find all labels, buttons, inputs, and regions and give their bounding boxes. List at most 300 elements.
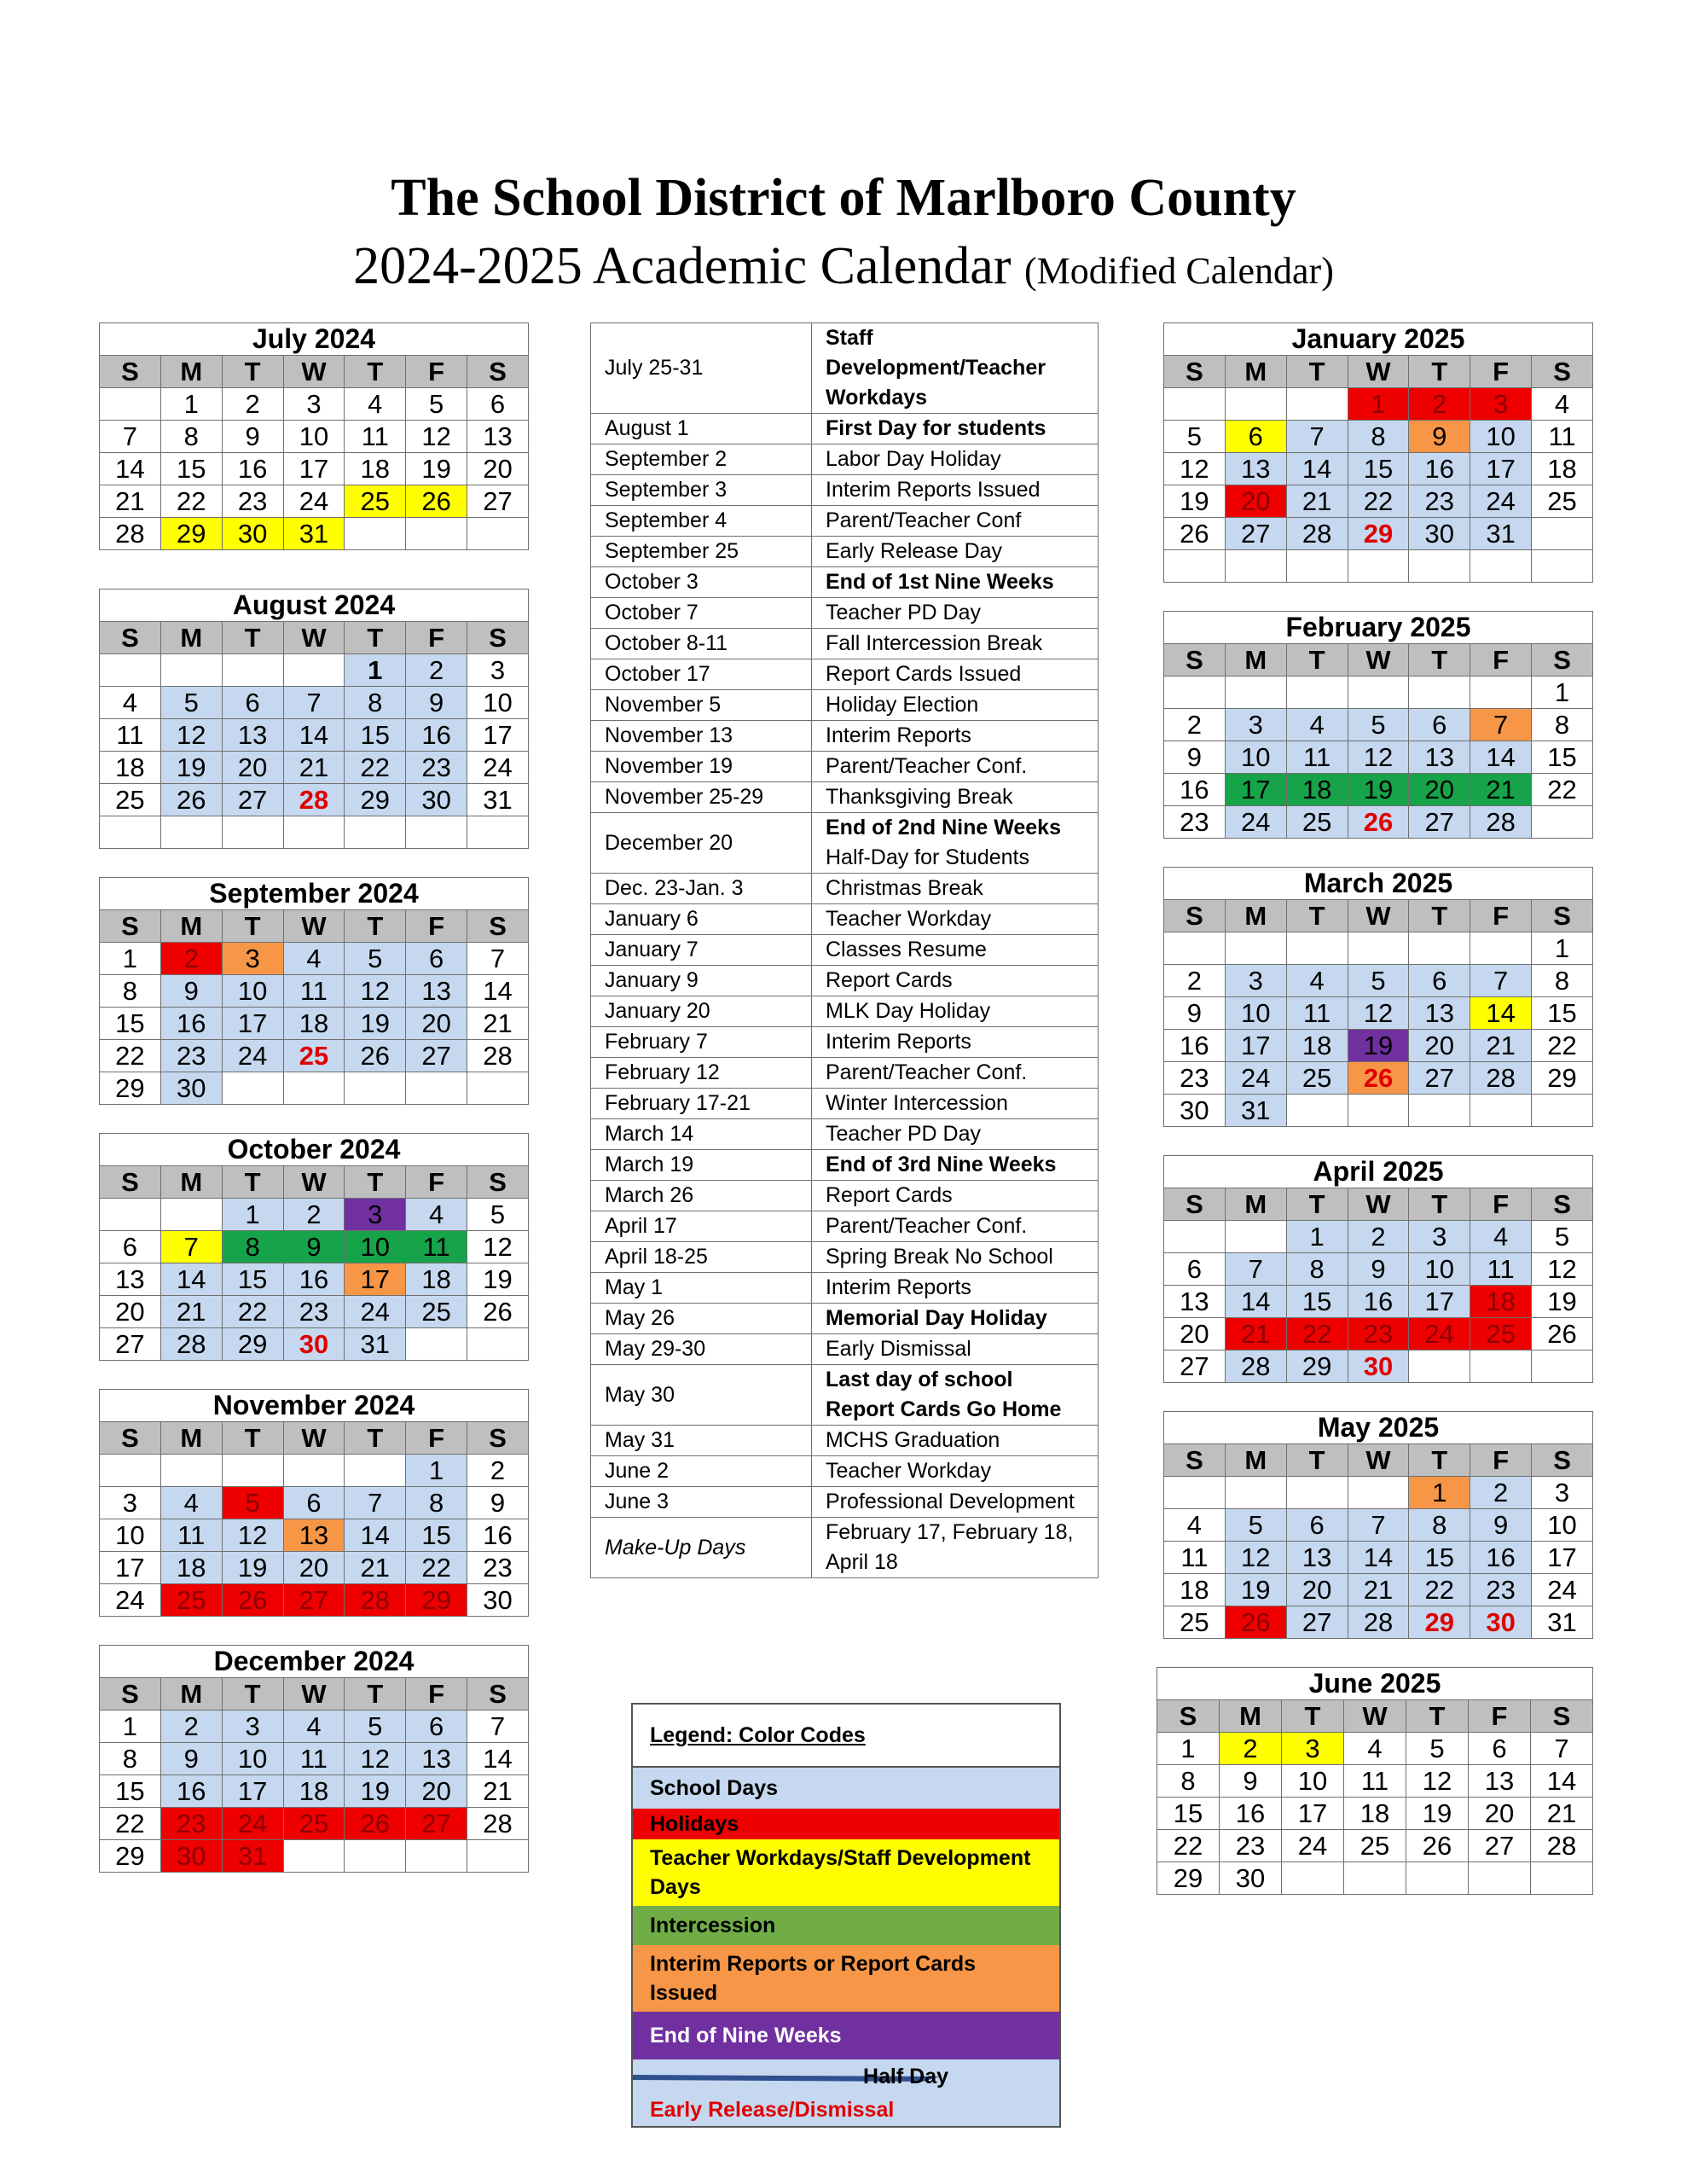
day-cell [1282, 1862, 1344, 1895]
day-header: S [100, 356, 161, 388]
day-cell: 17 [222, 1008, 283, 1040]
day-cell: 16 [1470, 1542, 1532, 1574]
event-text: First Day for students [826, 416, 1046, 440]
event-row [591, 1150, 1099, 1181]
day-cell [1532, 1095, 1593, 1127]
event-description [812, 1426, 1099, 1456]
day-cell [100, 1455, 161, 1487]
day-cell: 26 [1348, 1062, 1409, 1095]
day-cell [1531, 1862, 1593, 1895]
day-cell [222, 1072, 283, 1105]
day-cell: 16 [1164, 774, 1226, 806]
events-table [590, 322, 1099, 1578]
month-november-2024 [99, 1389, 529, 1617]
day-cell: 20 [1469, 1798, 1531, 1830]
day-cell: 11 [283, 1743, 345, 1775]
event-description [812, 1027, 1099, 1058]
day-cell [160, 654, 222, 687]
event-description [812, 414, 1099, 444]
month-july-2024 [99, 322, 529, 550]
day-header: F [1470, 356, 1532, 388]
day-cell: 13 [406, 1743, 467, 1775]
event-row [591, 1456, 1099, 1487]
event-date: April 18-25 [591, 1242, 812, 1273]
day-header: W [1348, 1444, 1409, 1477]
day-cell: 1 [1157, 1733, 1220, 1765]
day-cell: 8 [222, 1231, 283, 1263]
day-cell: 3 [1532, 1477, 1593, 1509]
day-cell: 7 [283, 687, 345, 719]
day-cell: 18 [1344, 1798, 1406, 1830]
day-cell: 19 [1406, 1798, 1469, 1830]
day-cell [283, 1840, 345, 1873]
day-cell: 22 [100, 1040, 161, 1072]
day-cell: 15 [100, 1775, 161, 1808]
event-description [812, 1058, 1099, 1089]
day-cell [100, 816, 161, 849]
day-cell: 1 [1286, 1221, 1348, 1253]
event-text: Early Dismissal [826, 1337, 971, 1361]
event-text: Parent/Teacher Conf. [826, 1214, 1028, 1238]
day-cell: 25 [283, 1040, 345, 1072]
day-cell: 19 [1532, 1286, 1593, 1318]
day-cell: 20 [100, 1296, 161, 1328]
day-cell: 12 [345, 975, 406, 1008]
day-cell: 26 [1532, 1318, 1593, 1350]
day-cell: 8 [1409, 1509, 1470, 1542]
month-june-2025 [1157, 1667, 1593, 1895]
day-cell: 1 [160, 388, 222, 421]
day-cell: 29 [1157, 1862, 1220, 1895]
day-cell: 22 [222, 1296, 283, 1328]
day-cell: 16 [1348, 1286, 1409, 1318]
legend-end-nine-weeks: End of Nine Weeks [633, 2012, 1059, 2059]
day-cell: 27 [1469, 1830, 1531, 1862]
day-cell: 13 [1469, 1765, 1531, 1798]
day-cell: 28 [1286, 518, 1348, 550]
event-date: January 20 [591, 996, 812, 1027]
day-cell: 25 [345, 485, 406, 518]
day-cell: 6 [1409, 965, 1470, 997]
day-cell [160, 1455, 222, 1487]
day-cell: 27 [1409, 806, 1470, 839]
day-cell: 5 [160, 687, 222, 719]
event-date: March 26 [591, 1181, 812, 1211]
event-date: November 25-29 [591, 782, 812, 813]
day-cell: 21 [160, 1296, 222, 1328]
day-cell: 3 [1225, 965, 1286, 997]
legend-intercession: Intercession [633, 1906, 1059, 1945]
day-cell: 8 [100, 1743, 161, 1775]
event-date: July 25-31 [591, 323, 812, 414]
event-description [812, 874, 1099, 904]
day-cell [1470, 1095, 1532, 1127]
day-cell: 27 [467, 485, 529, 518]
day-cell: 14 [283, 719, 345, 752]
day-cell: 20 [1225, 485, 1286, 518]
day-cell: 7 [100, 421, 161, 453]
day-header: M [160, 1678, 222, 1711]
day-cell: 25 [160, 1584, 222, 1617]
event-date: October 17 [591, 659, 812, 690]
day-header: W [283, 1422, 345, 1455]
day-cell: 17 [283, 453, 345, 485]
day-cell: 15 [160, 453, 222, 485]
day-cell: 11 [1470, 1253, 1532, 1286]
day-cell: 27 [1286, 1606, 1348, 1639]
day-cell [1286, 1477, 1348, 1509]
day-cell: 14 [1348, 1542, 1409, 1574]
day-cell: 16 [283, 1263, 345, 1296]
day-cell: 4 [1286, 709, 1348, 741]
day-header: T [345, 910, 406, 943]
event-description [812, 721, 1099, 752]
day-cell: 24 [1225, 1062, 1286, 1095]
day-cell: 4 [160, 1487, 222, 1519]
day-cell: 31 [283, 518, 345, 550]
day-header: S [467, 910, 529, 943]
day-cell: 22 [160, 485, 222, 518]
day-cell: 23 [160, 1040, 222, 1072]
day-cell: 2 [467, 1455, 529, 1487]
day-cell: 6 [406, 1711, 467, 1743]
day-cell: 30 [467, 1584, 529, 1617]
day-cell: 7 [1531, 1733, 1593, 1765]
day-cell: 17 [1532, 1542, 1593, 1574]
day-cell [100, 388, 161, 421]
day-cell: 11 [1164, 1542, 1226, 1574]
event-description [812, 1089, 1099, 1119]
day-cell: 29 [160, 518, 222, 550]
event-description [812, 935, 1099, 966]
day-cell [283, 654, 345, 687]
day-cell: 29 [345, 784, 406, 816]
month-title: February 2025 [1164, 612, 1593, 644]
day-cell: 23 [1348, 1318, 1409, 1350]
day-cell: 4 [1344, 1733, 1406, 1765]
day-cell: 8 [406, 1487, 467, 1519]
event-description [812, 659, 1099, 690]
day-cell: 10 [1470, 421, 1532, 453]
day-cell: 29 [1348, 518, 1409, 550]
event-row [591, 996, 1099, 1027]
day-cell: 10 [100, 1519, 161, 1552]
day-cell [406, 1072, 467, 1105]
event-date: May 1 [591, 1273, 812, 1304]
day-cell: 30 [1409, 518, 1470, 550]
event-row [591, 904, 1099, 935]
day-header: T [222, 622, 283, 654]
month-may-2025 [1163, 1411, 1593, 1639]
day-header: S [100, 910, 161, 943]
day-cell: 29 [1532, 1062, 1593, 1095]
day-cell: 6 [222, 687, 283, 719]
day-cell: 18 [1286, 774, 1348, 806]
event-date: Dec. 23-Jan. 3 [591, 874, 812, 904]
day-header: W [283, 1166, 345, 1199]
day-header: F [406, 910, 467, 943]
day-header: T [1409, 1444, 1470, 1477]
day-cell: 12 [1348, 997, 1409, 1030]
day-cell [1532, 550, 1593, 583]
day-cell: 25 [1286, 806, 1348, 839]
day-header: F [406, 1422, 467, 1455]
day-cell: 19 [1348, 774, 1409, 806]
month-september-2024 [99, 877, 529, 1105]
day-cell: 2 [160, 943, 222, 975]
event-row [591, 1089, 1099, 1119]
day-cell: 2 [160, 1711, 222, 1743]
event-description [812, 506, 1099, 537]
day-cell: 3 [1282, 1733, 1344, 1765]
event-text: End of 3rd Nine Weeks [826, 1153, 1057, 1176]
day-cell: 19 [1164, 485, 1226, 518]
day-cell: 19 [345, 1008, 406, 1040]
event-text: Report Cards [826, 1183, 953, 1207]
day-cell: 9 [222, 421, 283, 453]
day-cell: 1 [345, 654, 406, 687]
day-cell [345, 1455, 406, 1487]
day-cell: 6 [467, 388, 529, 421]
day-cell: 21 [1348, 1574, 1409, 1606]
day-cell: 28 [1470, 806, 1532, 839]
day-cell: 1 [100, 943, 161, 975]
month-march-2025 [1163, 867, 1593, 1127]
day-cell: 21 [1225, 1318, 1286, 1350]
event-row [591, 323, 1099, 414]
day-cell: 14 [467, 975, 529, 1008]
event-text: Christmas Break [826, 876, 983, 900]
event-date: January 9 [591, 966, 812, 996]
day-cell [467, 816, 529, 849]
day-cell: 23 [1164, 806, 1226, 839]
day-cell [467, 1840, 529, 1873]
event-row [591, 1334, 1099, 1365]
day-cell: 9 [160, 975, 222, 1008]
day-cell [406, 816, 467, 849]
day-cell: 22 [345, 752, 406, 784]
legend-half-day [633, 2059, 1059, 2094]
day-cell: 18 [283, 1008, 345, 1040]
day-cell: 17 [1470, 453, 1532, 485]
day-cell: 1 [222, 1199, 283, 1231]
day-header: T [345, 1678, 406, 1711]
day-cell: 11 [283, 975, 345, 1008]
day-cell: 18 [406, 1263, 467, 1296]
day-cell [1409, 1095, 1470, 1127]
day-cell: 19 [406, 453, 467, 485]
day-cell: 28 [467, 1040, 529, 1072]
event-date: February 7 [591, 1027, 812, 1058]
day-cell: 16 [160, 1775, 222, 1808]
day-cell: 2 [222, 388, 283, 421]
event-description [812, 1211, 1099, 1242]
event-date: June 3 [591, 1487, 812, 1518]
event-description [812, 444, 1099, 475]
day-cell: 20 [467, 453, 529, 485]
event-description [812, 1334, 1099, 1365]
event-date: September 25 [591, 537, 812, 567]
day-cell: 13 [406, 975, 467, 1008]
day-cell: 3 [100, 1487, 161, 1519]
day-cell: 6 [1286, 1509, 1348, 1542]
day-cell: 19 [1348, 1030, 1409, 1062]
day-cell [1164, 677, 1226, 709]
event-description [812, 1273, 1099, 1304]
day-cell: 3 [1409, 1221, 1470, 1253]
day-cell: 8 [1286, 1253, 1348, 1286]
day-cell: 28 [1470, 1062, 1532, 1095]
day-cell: 21 [100, 485, 161, 518]
day-cell: 11 [1286, 997, 1348, 1030]
day-cell: 5 [222, 1487, 283, 1519]
day-cell [1164, 388, 1226, 421]
day-header: S [467, 622, 529, 654]
day-header: T [1286, 900, 1348, 932]
day-cell: 9 [283, 1231, 345, 1263]
day-cell: 25 [100, 784, 161, 816]
day-cell [1225, 677, 1286, 709]
event-row [591, 935, 1099, 966]
event-date: September 3 [591, 475, 812, 506]
calendar-subtitle [0, 235, 1687, 302]
day-cell: 5 [1164, 421, 1226, 453]
event-text: Thanksgiving Break [826, 785, 1013, 809]
event-description [812, 752, 1099, 782]
day-header: W [1348, 900, 1409, 932]
event-row [591, 1242, 1099, 1273]
day-cell: 8 [100, 975, 161, 1008]
event-date: June 2 [591, 1456, 812, 1487]
event-date: Make-Up Days [591, 1518, 812, 1578]
month-january-2025 [1163, 322, 1593, 583]
day-cell [1406, 1862, 1469, 1895]
day-cell: 2 [406, 654, 467, 687]
day-cell: 12 [467, 1231, 529, 1263]
day-cell: 19 [222, 1552, 283, 1584]
day-cell: 27 [222, 784, 283, 816]
day-cell [222, 654, 283, 687]
day-header: T [1286, 1444, 1348, 1477]
month-title: September 2024 [100, 878, 529, 910]
day-cell: 31 [1470, 518, 1532, 550]
day-cell: 7 [1225, 1253, 1286, 1286]
day-cell: 29 [100, 1072, 161, 1105]
day-cell: 5 [1348, 709, 1409, 741]
day-cell: 6 [283, 1487, 345, 1519]
day-cell: 3 [345, 1199, 406, 1231]
day-cell [222, 816, 283, 849]
event-row [591, 1211, 1099, 1242]
day-header: W [283, 910, 345, 943]
day-cell: 15 [222, 1263, 283, 1296]
day-cell: 17 [345, 1263, 406, 1296]
day-cell [406, 1840, 467, 1873]
day-cell: 13 [1164, 1286, 1226, 1318]
day-header: W [283, 1678, 345, 1711]
day-cell: 20 [406, 1775, 467, 1808]
day-cell: 14 [1470, 997, 1532, 1030]
day-cell [1225, 550, 1286, 583]
event-date: August 1 [591, 414, 812, 444]
day-cell: 24 [467, 752, 529, 784]
day-cell: 23 [1220, 1830, 1282, 1862]
event-date: February 17-21 [591, 1089, 812, 1119]
day-cell [283, 816, 345, 849]
day-cell: 27 [1164, 1350, 1226, 1383]
day-cell: 16 [1164, 1030, 1226, 1062]
day-header: S [467, 1422, 529, 1455]
calendar-year-title: 2024-2025 Academic Calendar [353, 237, 1012, 295]
day-cell: 14 [345, 1519, 406, 1552]
day-cell [1286, 677, 1348, 709]
day-header: S [1164, 900, 1226, 932]
day-cell: 29 [1286, 1350, 1348, 1383]
day-cell [160, 816, 222, 849]
day-cell: 5 [345, 1711, 406, 1743]
day-cell: 1 [1532, 932, 1593, 965]
day-cell: 26 [1164, 518, 1226, 550]
event-text: Interim Reports [826, 1030, 971, 1054]
legend-early-release: Early Release/Dismissal [633, 2094, 1059, 2126]
day-cell: 24 [345, 1296, 406, 1328]
day-header: T [222, 1422, 283, 1455]
day-cell: 13 [467, 421, 529, 453]
event-date: February 12 [591, 1058, 812, 1089]
day-cell: 11 [345, 421, 406, 453]
day-header: F [1469, 1700, 1531, 1733]
event-row [591, 506, 1099, 537]
legend-teacher-workdays: Teacher Workdays/Staff Development Days [633, 1839, 1059, 1906]
day-cell: 14 [1470, 741, 1532, 774]
day-cell: 24 [1532, 1574, 1593, 1606]
day-cell: 5 [1225, 1509, 1286, 1542]
day-cell [1470, 932, 1532, 965]
day-cell [1409, 932, 1470, 965]
month-december-2024 [99, 1645, 529, 1873]
event-description [812, 1119, 1099, 1150]
event-row [591, 475, 1099, 506]
month-title: July 2024 [100, 323, 529, 356]
day-cell [100, 654, 161, 687]
day-cell: 29 [100, 1840, 161, 1873]
day-cell: 6 [1469, 1733, 1531, 1765]
day-cell [1470, 1350, 1532, 1383]
event-row [591, 721, 1099, 752]
day-cell: 22 [1157, 1830, 1220, 1862]
day-header: W [283, 622, 345, 654]
month-title: April 2025 [1164, 1156, 1593, 1188]
day-cell [1344, 1862, 1406, 1895]
day-cell [1348, 932, 1409, 965]
day-header: T [1409, 644, 1470, 677]
day-cell: 21 [467, 1008, 529, 1040]
day-cell: 11 [100, 719, 161, 752]
event-description [812, 598, 1099, 629]
day-cell [1225, 1477, 1286, 1509]
event-text: Fall Intercession Break [826, 631, 1043, 655]
legend-school-days: School Days [633, 1768, 1059, 1809]
event-text: February 17, February 18, April 18 [826, 1520, 1074, 1574]
day-cell: 26 [406, 485, 467, 518]
day-cell: 25 [1286, 1062, 1348, 1095]
event-description [812, 475, 1099, 506]
day-cell: 26 [222, 1584, 283, 1617]
day-cell: 11 [1532, 421, 1593, 453]
day-cell [467, 518, 529, 550]
event-row [591, 782, 1099, 813]
day-cell: 28 [160, 1328, 222, 1361]
